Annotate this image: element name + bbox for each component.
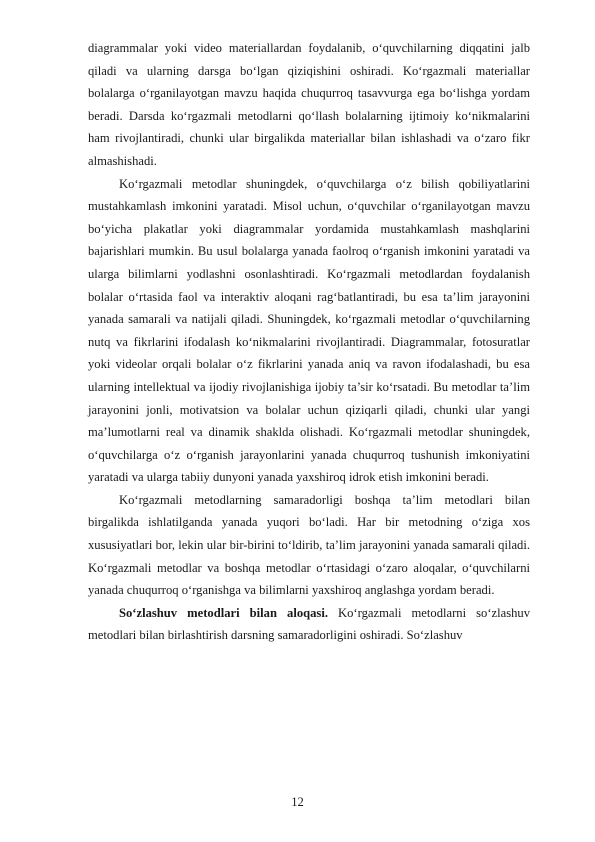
paragraph-continuation: diagrammalar yoki video materiallardan foydalanib, o‘quvchilarning diqqatini jalb qiladi va ularning darsga bo‘lgan qiziqishini oshiradi. Ko‘rgazmali materiallar bolalarga o‘rganilayotgan mavzu haqida chuqurroq tasavvurga ega bo‘lishga yordam beradi. Darsda ko‘rgazmali metodlarni qo‘llash bolalarning ijtimoiy ko‘nikmalarini ham rivojlantiradi, chunki ular birgalikda materiallar bilan ishlashadi va o‘zaro fikr almashishadi.	[88, 41, 530, 168]
paragraph-speech-methods	[88, 602, 530, 647]
paragraph-visual-methods: Ko‘rgazmali metodlar shuningdek, o‘quvchilarga o‘z bilish qobiliyatlarini mustahkamlash imkonini yaratadi. Misol uchun, o‘quvchilar o‘rganilayotgan mavzu bo‘yicha plakatlar yoki diagrammalar yordamida mustahkamlash mashqlarini bajarishlari mumkin. Bu usul bolalarga yanada faolroq o‘rganish imkonini yaratadi va ularga bilimlarni yodlashni osonlashtiradi. Ko‘rgazmali metodlardan foydalanish bolalar o‘rtasida faol va interaktiv aloqani rag‘batlantiradi, bu esa ta’lim jarayonini yanada samarali va natijali qiladi. Shuningdek, ko‘rgazmali metodlar o‘quvchilarning nutq va fikrlarini ifodalash ko‘nikmalarini rivojlantiradi. Diagrammalar, fotosuratlar yoki videolar orqali bolalar o‘z fikrlarini yanada aniq va ravon ifodalashadi, bu esa ularning intellektual va ijodiy rivojlanishiga ijobiy ta’sir ko‘rsatadi. Bu metodlar ta’lim jarayonini jonli, motivatsion va bolalar uchun qiziqarli qiladi, chunki ular yangi ma’lumotlarni real va dinamik shaklda olishadi. Ko‘rgazmali metodlar shuningdek, o‘quvchilarga o‘z o‘rganish jarayonlarini yanada chuqurroq tushunish imkoniyatini yaratadi va ularga tabiiy dunyoni yanada yaxshiroq idrok etish imkonini beradi.	[88, 176, 530, 485]
body-text	[88, 37, 530, 647]
paragraph-speech-methods-text: Ko‘rgazmali metodlarni so‘zlashuv metodlari bilan birlashtirish darsning samaradorligini oshiradi. So‘zlashuv	[88, 605, 530, 643]
section-heading-inline: So‘zlashuv metodlari bilan aloqasi.	[119, 605, 328, 620]
paragraph-effectiveness: Ko‘rgazmali metodlarning samaradorligi boshqa ta’lim metodlari bilan birgalikda ishlatilganda yanada yuqori bo‘ladi. Har bir metodning o‘ziga xos xususiyatlari bor, lekin ular bir-birini to‘ldirib, ta’lim jarayonini yanada samarali qiladi. Ko‘rgazmali metodlar va boshqa metodlar o‘rtasidagi o‘zaro aloqalar, o‘quvchilarni yanada chuqurroq o‘rganishga va bilimlarni yaxshiroq anglashga yordam beradi.	[88, 492, 530, 598]
page-number: 12	[291, 795, 304, 809]
